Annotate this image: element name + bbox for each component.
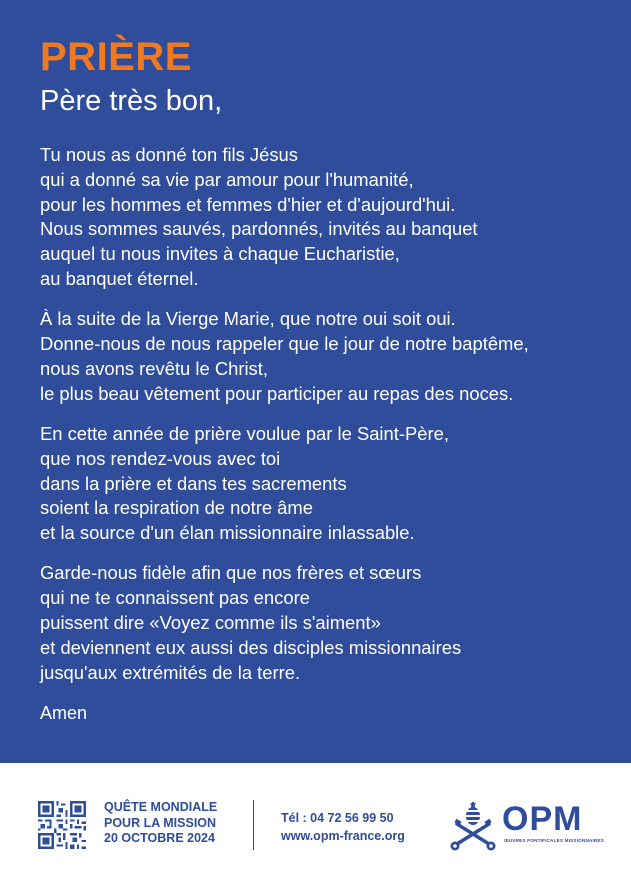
footer-divider (253, 800, 254, 850)
prayer-line: auquel tu nous invites à chaque Eucharistie, (40, 243, 400, 265)
prayer-line: Tu nous as donné ton fils Jésus (40, 144, 298, 165)
prayer-line: Donne-nous de nous rappeler que le jour de notre baptême, (40, 333, 529, 355)
footer (0, 763, 631, 891)
prayer-line: puissent dire «Voyez comme ils s'aiment» (40, 612, 381, 634)
amen-text: Amen (40, 702, 88, 723)
prayer-line: jusqu'aux extrémités de la terre. (40, 661, 301, 683)
prayer-title: PRIÈRE (40, 35, 192, 79)
opm-logo-subtext: ŒUVRES PONTIFICALES MISSIONNAIRES (504, 838, 605, 843)
prayer-line: le plus beau vêtement pour participer au repas des noces. (40, 382, 514, 404)
prayer-line: En cette année de prière voulue par le Saint-Père, (40, 422, 449, 444)
qr-code-icon[interactable] (38, 801, 86, 849)
prayer-line: À la suite de la Vierge Marie, que notre oui soit oui. (40, 308, 456, 330)
stanza-3 (40, 422, 620, 546)
prayer-line: et deviennent eux aussi des disciples missionnaires (40, 636, 462, 658)
contact-info (281, 809, 405, 845)
quete-line: POUR LA MISSION (104, 815, 217, 830)
prayer-line: et la source d'un élan missionnaire inlassable. (40, 522, 415, 544)
prayer-line: nous avons revêtu le Christ, (40, 357, 268, 379)
prayer-line: Garde-nous fidèle afin que nos frères et sœurs (40, 562, 422, 584)
stanza-1 (40, 143, 620, 292)
quete-line: QUÊTE MONDIALE (104, 800, 218, 814)
prayer-line: pour les hommes et femmes d'hier et d'aujourd'hui. (40, 193, 456, 215)
prayer-line: que nos rendez-vous avec toi (40, 447, 281, 469)
opm-logo-text: OPM (502, 800, 583, 838)
prayer-line: dans la prière et dans tes sacrements (40, 472, 347, 494)
quete-line: 20 OCTOBRE 2024 (104, 831, 215, 845)
prayer-line: qui ne te connaissent pas encore (40, 587, 310, 609)
stanza-4 (40, 561, 620, 685)
prayer-body (40, 143, 620, 725)
stanza-2 (40, 307, 620, 406)
quete-info (104, 800, 217, 847)
prayer-line: qui a donné sa vie par amour pour l'humanité, (40, 168, 414, 190)
prayer-line: soient la respiration de notre âme (40, 497, 313, 519)
prayer-line: Nous sommes sauvés, pardonnés, invités au banquet (40, 218, 478, 240)
papal-keys-emblem-icon (447, 800, 499, 852)
prayer-line: au banquet éternel. (40, 267, 199, 289)
prayer-subtitle: Père très bon, (40, 85, 223, 117)
phone-number[interactable]: Tél : 04 72 56 99 50 (281, 811, 394, 825)
website-link[interactable]: www.opm-france.org (281, 829, 405, 843)
